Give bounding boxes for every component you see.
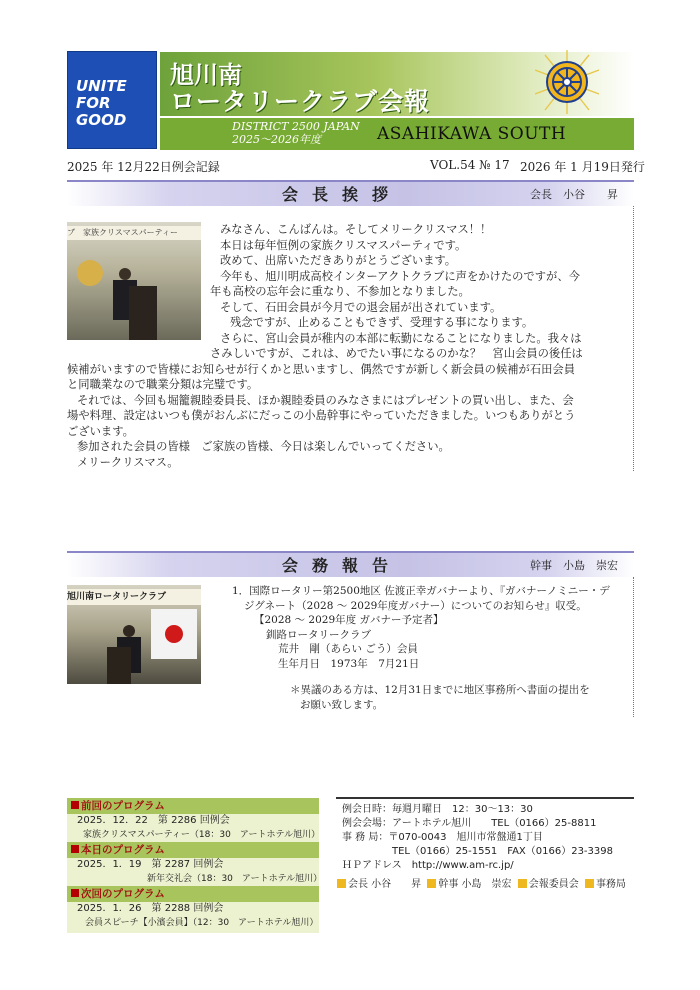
role-secretary: 幹事 小島 崇宏 — [438, 879, 512, 890]
venue: 例会会場：アートホテル旭川 TEL（0166）25-8811 — [342, 818, 597, 829]
photo-sign: ブ 家族クリスマスパーティー — [67, 226, 201, 240]
logo-line: UNITE — [76, 77, 127, 95]
role-committee: 会報委員会 — [528, 879, 579, 890]
program-heading-previous — [67, 798, 319, 814]
report-line: お願い致します。 — [300, 698, 384, 711]
rotary-wheel-icon — [535, 50, 599, 114]
office-address: 事 務 局：〒070-0043 旭川市常盤通1丁目 — [342, 832, 543, 843]
club-name-english: ASAHIKAWA SOUTH — [377, 124, 567, 144]
program-heading-text: 本日のプログラム — [81, 844, 165, 856]
program-detail: 会員スピーチ【小濱会員】（12：30 アートホテル旭川） — [85, 918, 319, 928]
roles-line — [334, 878, 626, 892]
message-line: さみしいですが、これは、めでたい事になるのかな？ 宮山会員の後任は — [210, 347, 583, 360]
volume-number: VOL.54 № 17 — [430, 158, 510, 172]
photo-sign: 旭川南ロータリークラブ — [67, 589, 201, 605]
message-line: さらに、宮山会員が稚内の本部に転勤になることになりました。我々は — [220, 331, 582, 345]
program-heading-text: 前回のプログラム — [81, 800, 165, 812]
report-line: 【2028 ～ 2029年度 ガバナー予定者】 — [254, 614, 444, 626]
meeting-record-date: 2025 年 12月22日例会記録 — [67, 160, 220, 174]
section-author: 幹事 小島 崇宏 — [530, 559, 618, 572]
message-line: それでは、今回も堀籠親睦委員長、ほか親睦委員のみなさまにはプレゼントの買い出し、また、会 — [77, 393, 574, 407]
secretary-report — [232, 584, 632, 712]
message-line: 年も高校の忘年会に重なり、不参加となりました。 — [210, 285, 470, 298]
role-office: 事務局 — [595, 879, 626, 890]
section-title: 会務報告 — [282, 556, 403, 575]
report-line: 生年月日 1973年 7月21日 — [278, 657, 420, 670]
speaker-head — [123, 625, 135, 637]
report-line: 1．国際ロータリー第2500地区 佐渡正幸ガバナーより、『ガバナーノミニー・デ — [232, 585, 610, 597]
logo-line: FOR — [76, 94, 111, 112]
role-president: 会長 小谷 昇 — [348, 879, 422, 890]
message-line: 残念ですが、止めることもできず、受理する事になります。 — [230, 316, 534, 329]
message-line: と同職業なので職業分類は完璧です。 — [67, 378, 259, 391]
program-heading-next — [67, 886, 319, 902]
message-line: みなさん、こんばんは。そしてメリークリスマス！！ — [220, 223, 492, 236]
program-heading-text: 次回のプログラム — [81, 888, 165, 900]
secretary-photo — [67, 585, 201, 684]
message-line: 本日は毎年恒例の家族クリスマスパーティです。 — [220, 238, 467, 252]
report-line: ジグネート（2028 ～ 2029年度ガバナー）についてのお知らせ』収受。 — [244, 599, 587, 612]
square-bullet-icon — [337, 879, 346, 888]
club-name-jp: 旭川南 — [170, 61, 242, 89]
message-line: 改めて、出席いただきありがとうございます。 — [220, 254, 457, 267]
section-title: 会長挨拶 — [282, 185, 403, 204]
square-bullet-icon — [585, 879, 594, 888]
program-date: 2025．12．22 第 2286 回例会 — [77, 815, 230, 826]
program-date: 2025．1．19 第 2287 回例会 — [77, 859, 224, 870]
meeting-day: 例会日時：毎週月曜日 12：30～13：30 — [342, 804, 533, 815]
president-message — [67, 222, 637, 470]
newsletter-title: ロータリークラブ会報 — [170, 87, 431, 116]
program-box — [67, 798, 323, 933]
message-line: 場や料理、設定はいつも僕がおんぶにだっこの小島幹事にやっていただきました。いつもありがとう — [67, 409, 576, 422]
program-detail: 新年交礼会（18：30 アートホテル旭川） — [147, 874, 323, 884]
square-bullet-icon — [71, 889, 79, 897]
square-bullet-icon — [71, 845, 79, 853]
square-bullet-icon — [518, 879, 527, 888]
report-line: 釧路ロータリークラブ — [266, 628, 371, 641]
office-phone: TEL（0166）25-1551 FAX（0166）23-3398 — [392, 846, 613, 857]
report-line: 荒井 剛（あらい ごう）会員 — [278, 643, 418, 655]
program-date: 2025．1．26 第 2288 回例会 — [77, 903, 224, 914]
flag-sun-icon — [165, 625, 183, 643]
section-author: 会長 小谷 昇 — [530, 188, 618, 201]
message-line: ございます。 — [67, 424, 134, 438]
publish-date: 2026 年 1 月19日発行 — [520, 160, 645, 174]
logo-line: GOOD — [76, 111, 127, 129]
district-label — [232, 120, 360, 146]
report-line: ＊異議のある方は、12月31日までに地区事務所へ書面の提出を — [290, 684, 590, 696]
club-info — [336, 803, 634, 873]
info-top-rule — [336, 797, 634, 799]
japan-flag — [151, 609, 197, 659]
section-border — [633, 577, 634, 717]
district-line: DISTRICT 2500 JAPAN — [232, 120, 360, 133]
fiscal-year-line: 2025～2026年度 — [232, 133, 321, 146]
message-line: 今年も、旭川明成高校インターアクトクラブに声をかけたのですが、今 — [220, 269, 580, 283]
message-line: 参加された会員の皆様 ご家族の皆様、今日は楽しんでいってください。 — [77, 440, 450, 453]
podium — [107, 647, 131, 684]
club-logo — [67, 51, 157, 149]
square-bullet-icon — [71, 801, 79, 809]
square-bullet-icon — [427, 879, 436, 888]
program-detail: 家族クリスマスパーティー（18：30 アートホテル旭川） — [83, 830, 321, 840]
homepage-url[interactable]: ＨＰアドレス http://www.am-rc.jp/ — [342, 860, 514, 871]
message-line: 候補がいますので皆様にお知らせが行くかと思いますし、偶然ですが新しく新会員の候補が石田会員 — [67, 362, 576, 376]
message-line: そして、石田会員が今月での退会届が出されています。 — [220, 300, 502, 314]
message-line: メリークリスマス。 — [77, 455, 179, 469]
program-heading-today — [67, 842, 319, 858]
